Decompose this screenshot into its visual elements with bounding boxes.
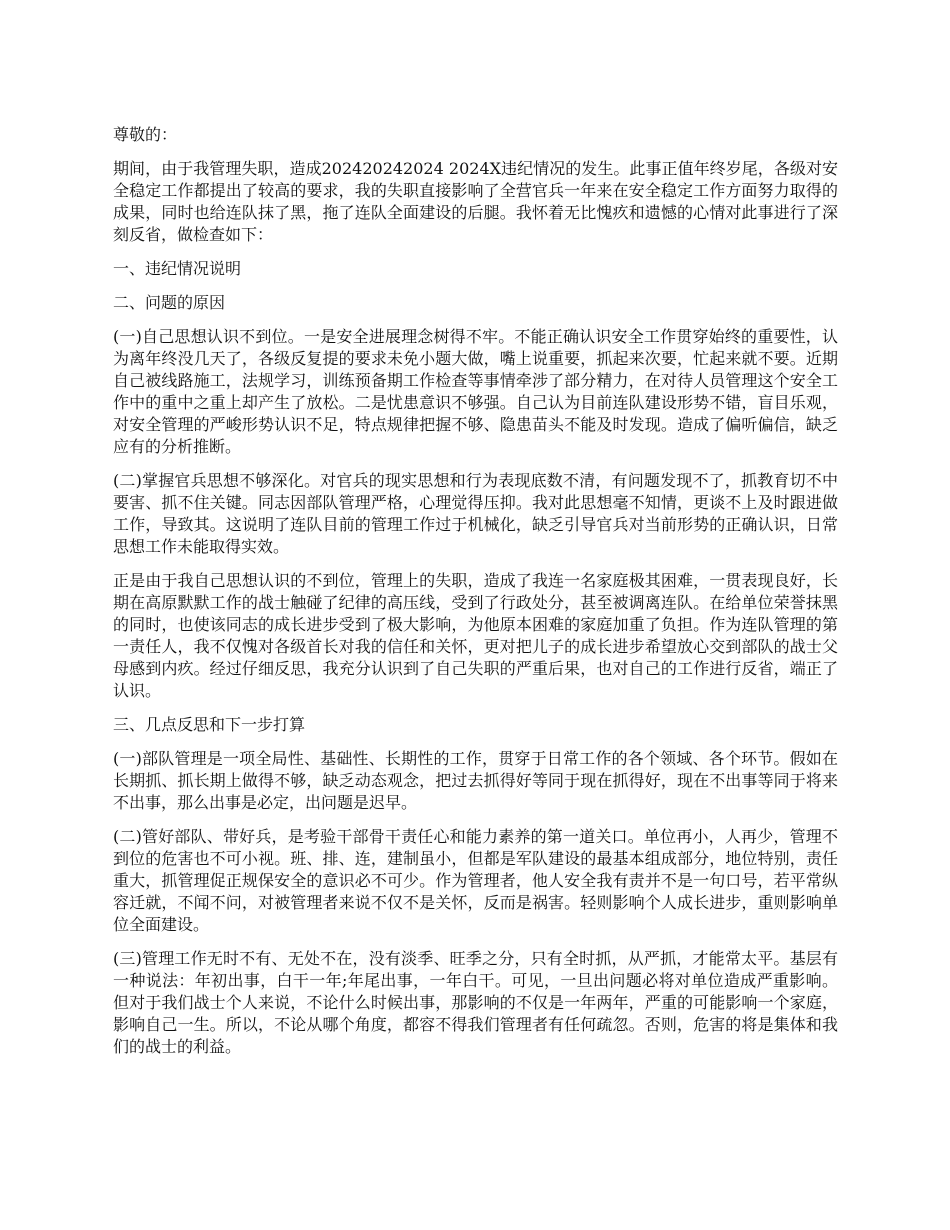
salutation: 尊敬的：: [113, 125, 178, 144]
paragraph-reflection-2: (二)管好部队、带好兵，是考验干部骨干责任心和能力素养的第一道关口。单位再小，人再少，管理不到位的危害也不可小视。班、排、连，建制虽小，但都是军队建设的最基本组成部分，地位特别，责任重大，抓管理促正规保安全的意识必不可少。作为管理者，他人安全我有责并不是一句口号，若平常纵容迁就，不闻不问，对被管理者来说不仅不是关怀，反而是祸害。轻则影响个人成长进步，重则影响单位全面建设。: [113, 827, 838, 934]
section-heading-1: 一、违纪情况说明: [113, 259, 242, 278]
paragraph-consequence: 正是由于我自己思想认识的不到位，管理上的失职，造成了我连一名家庭极其困难，一贯表现良好，长期在高原默默工作的战士触碰了纪律的高压线，受到了行政处分，甚至被调离连队。在给单位荣誉抹黑的同时，也使该同志的成长进步受到了极大影响，为他原本困难的家庭加重了负担。作为连队管理的第一责任人，我不仅愧对各级首长对我的信任和关怀，更对把儿子的成长进步希望放心交到部队的战士父母感到内疚。经过仔细反思，我充分认识到了自己失职的严重后果，也对自己的工作进行反省，端正了认识。: [113, 571, 838, 700]
intro-paragraph: 期间，由于我管理失职，造成202420242024 2024X违纪情况的发生。此事正值年终岁尾，各级对安全稳定工作都提出了较高的要求，我的失职直接影响了全营官兵一年来在安全稳定工作方面努力取得的成果，同时也给连队抹了黑，拖了连队全面建设的后腿。我怀着无比愧疚和遗憾的心情对此事进行了深刻反省，做检查如下：: [113, 159, 838, 244]
section-heading-3: 三、几点反思和下一步打算: [113, 715, 306, 734]
document-body: [113, 124, 838, 1070]
section-heading-2: 二、问题的原因: [113, 293, 226, 312]
paragraph-cause-2: (二)掌握官兵思想不够深化。对官兵的现实思想和行为表现底数不清，有问题发现不了，抓教育切不中要害、抓不住关键。同志因部队管理严格，心理觉得压抑。我对此思想毫不知情，更谈不上及时跟进做工作，导致其。这说明了连队目前的管理工作过于机械化，缺乏引导官兵对当前形势的正确认识，日常思想工作未能取得实效。: [113, 471, 838, 556]
paragraph-reflection-3: (三)管理工作无时不有、无处不在，没有淡季、旺季之分，只有全时抓，从严抓，才能常太平。基层有一种说法：年初出事，白干一年;年尾出事，一年白干。可见，一旦出问题必将对单位造成严重影响。但对于我们战士个人来说，不论什么时候出事，那影响的不仅是一年两年，严重的可能影响一个家庭，影响自己一生。所以，不论从哪个角度，都容不得我们管理者有任何疏忽。否则，危害的将是集体和我们的战士的利益。: [113, 949, 838, 1056]
paragraph-reflection-1: (一)部队管理是一项全局性、基础性、长期性的工作，贯穿于日常工作的各个领域、各个环节。假如在长期抓、抓长期上做得不够，缺乏动态观念，把过去抓得好等同于现在抓得好，现在不出事等同于将来不出事，那么出事是必定，出问题是迟早。: [113, 749, 838, 812]
paragraph-cause-1: (一)自己思想认识不到位。一是安全进展理念树得不牢。不能正确认识安全工作贯穿始终的重要性，认为离年终没几天了，各级反复提的要求未免小题大做，嘴上说重要，抓起来次要，忙起来就不要。近期自己被线路施工，法规学习，训练预备期工作检查等事情牵涉了部分精力，在对待人员管理这个安全工作中的重中之重上却产生了放松。二是忧患意识不够强。自己认为目前连队建设形势不错，盲目乐观，对安全管理的严峻形势认识不足，特点规律把握不够、隐患苗头不能及时发现。造成了偏听偏信，缺乏应有的分析推断。: [113, 327, 838, 456]
